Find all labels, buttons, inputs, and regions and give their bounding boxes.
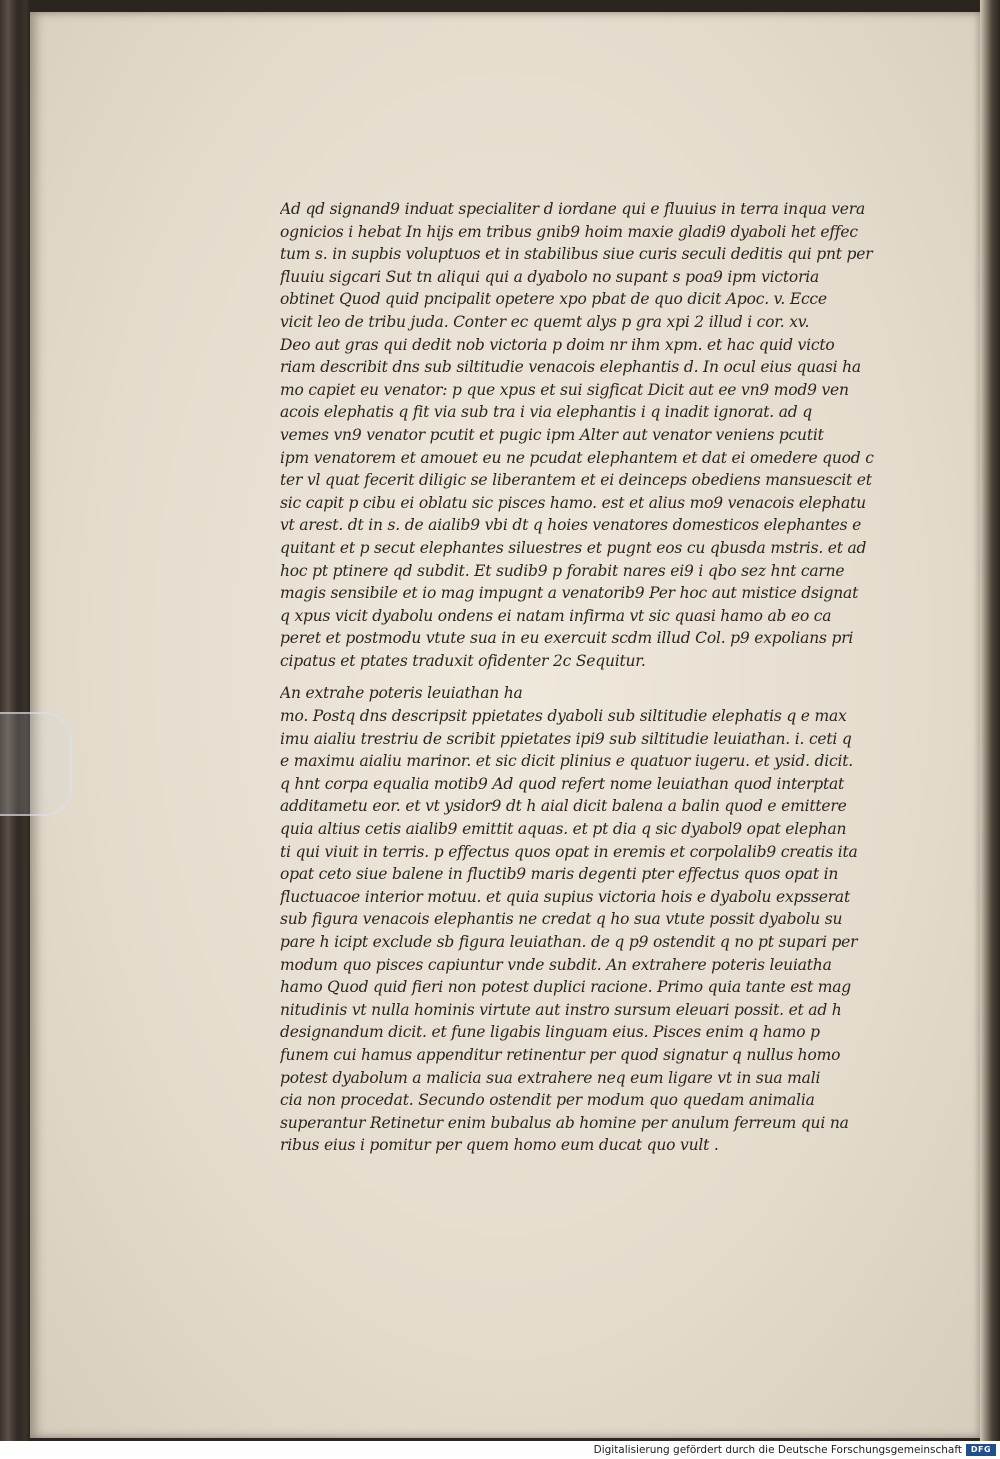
text-line: Ad qd signand9 induat specialiter d iordane qui e fluuius in terra inqua vera	[280, 200, 865, 218]
text-line: pare h icipt exclude sb figura leuiathan. de q p9 ostendit q no pt supari per	[280, 933, 858, 951]
paragraph-gap	[280, 672, 900, 682]
text-line: imu aialiu trestriu de scribit ppietates ipi9 sub siltitudie leuiathan. i. ceti q	[280, 729, 852, 748]
text-line: cipatus et ptates traduxit ofidenter 2c Sequitur.	[280, 651, 646, 670]
text-line: q hnt corpa equalia motib9 Ad quod refert nome leuiathan quod interptat	[280, 774, 845, 793]
book-edge	[980, 0, 1000, 1441]
text-line: Deo aut gras qui dedit nob victoria p doim nr ihm xpm. et hac quid victo	[280, 335, 835, 354]
text-line: mo capiet eu venator: p que xpus et sui sigficat Dicit aut ee vn9 mod9 ven	[280, 380, 849, 399]
text-line: potest dyabolum a malicia sua extrahere neq eum ligare vt in sua mali	[280, 1068, 821, 1087]
text-line: fluuiu sigcari Sut tn aliqui qui a dyabolo no supant s poa9 ipm victoria	[280, 267, 820, 286]
text-line: fluctuacoe interior motuu. et quia supius victoria hois e dyabolu expsserat	[280, 887, 850, 906]
text-line: magis sensibile et io mag impugnt a venatorib9 Per hoc aut mistice dsignat	[280, 584, 859, 603]
text-line: designandum dicit. et fune ligabis linguam eius. Pisces enim q hamo p	[280, 1023, 820, 1042]
text-line: funem cui hamus appenditur retinentur per quod signatur q nullus homo	[280, 1045, 841, 1064]
paragraph-2	[280, 682, 900, 1156]
text-line: cia non procedat. Secundo ostendit per modum quo quedam animalia	[280, 1091, 815, 1110]
text-line: hoc pt ptinere qd subdit. Et sudib9 p forabit nares ei9 i qbo sez hnt carne	[280, 561, 845, 580]
text-line: superantur Retinetur enim bubalus ab homine per anulum ferreum qui na	[280, 1113, 849, 1132]
footer-bar	[0, 1441, 1000, 1459]
page-clip	[0, 712, 72, 816]
text-line: ter vl quat fecerit diligic se liberantem et ei deinceps obediens mansuescit et	[280, 471, 872, 490]
dfg-logo: DFG	[966, 1444, 996, 1456]
text-line: acois elephatis q fit via sub tra i via elephantis i q inadit ignorat. ad q	[280, 403, 812, 422]
text-line: modum quo pisces capiuntur vnde subdit. An extrahere poteris leuiatha	[280, 955, 832, 974]
text-line: nitudinis vt nulla hominis virtute aut instro sursum eleuari possit. et ad h	[280, 1000, 842, 1019]
text-line: ti qui viuit in terris. p effectus quos opat in eremis et corpolalib9 creatis ita	[280, 842, 858, 861]
text-line: vt arest. dt in s. de aialib9 vbi dt q hoies venatores domesticos elephantes e	[280, 516, 862, 535]
text-line: additametu eor. et vt ysidor9 dt h aial dicit balena a balin quod e emittere	[280, 797, 847, 816]
text-line: vicit leo de tribu juda. Conter ec quemt alys p gra xpi 2 illud i cor. xv.	[280, 312, 810, 331]
text-line: mo. Postq dns descripsit ppietates dyaboli sub siltitudie elephatis q e max	[280, 707, 847, 726]
text-line: vemes vn9 venator pcutit et pugic ipm Alter aut venator veniens pcutit	[280, 425, 824, 444]
text-line: opat ceto siue balene in fluctib9 maris degenti pter effectus quos opat in	[280, 865, 839, 884]
text-line: e maximu aialiu marinor. et sic dicit plinius e quatuor iugeru. et ysid. dicit.	[280, 752, 854, 771]
text-line: ipm venatorem et amouet eu ne pcudat elephantem et dat ei omedere quod c	[280, 448, 874, 467]
manuscript-page	[30, 12, 980, 1438]
text-line: sic capit p cibu ei oblatu sic pisces hamo. est et alius mo9 venacois elephatu	[280, 493, 866, 512]
text-line: riam describit dns sub siltitudie venacois elephantis d. In ocul eius quasi ha	[280, 358, 861, 377]
text-block	[280, 198, 900, 1157]
text-line: quia altius cetis aialib9 emittit aquas. et pt dia q sic dyabol9 opat elephan	[280, 820, 847, 839]
text-line: tum s. in supbis voluptuos et in stabilibus siue curis seculi deditis qui pnt per	[280, 245, 873, 264]
footer-credit: Digitalisierung gefördert durch die Deutsche Forschungsgemeinschaft	[593, 1444, 962, 1456]
text-line: sub figura venacois elephantis ne credat q ho sua vtute possit dyabolu su	[280, 910, 843, 929]
text-line: An extrahe poteris leuiathan ha	[280, 684, 523, 703]
text-line: q xpus vicit dyabolu ondens ei natam infirma vt sic quasi hamo ab eo ca	[280, 606, 832, 625]
text-line: obtinet Quod quid pncipalit opetere xpo pbat de quo dicit Apoc. v. Ecce	[280, 290, 827, 309]
text-line: quitant et p secut elephantes siluestres et pugnt eos cu qbusda mstris. et ad	[280, 538, 867, 557]
text-line: ognicios i hebat In hijs em tribus gnib9 hoim maxie gladi9 dyaboli het effec	[280, 222, 858, 241]
paragraph-1	[280, 198, 900, 672]
text-line: peret et postmodu vtute sua in eu exercuit scdm illud Col. p9 expolians pri	[280, 629, 854, 648]
text-line: ribus eius i pomitur per quem homo eum ducat quo vult .	[280, 1136, 719, 1155]
text-line: hamo Quod quid fieri non potest duplici racione. Primo quia tante est mag	[280, 978, 851, 997]
